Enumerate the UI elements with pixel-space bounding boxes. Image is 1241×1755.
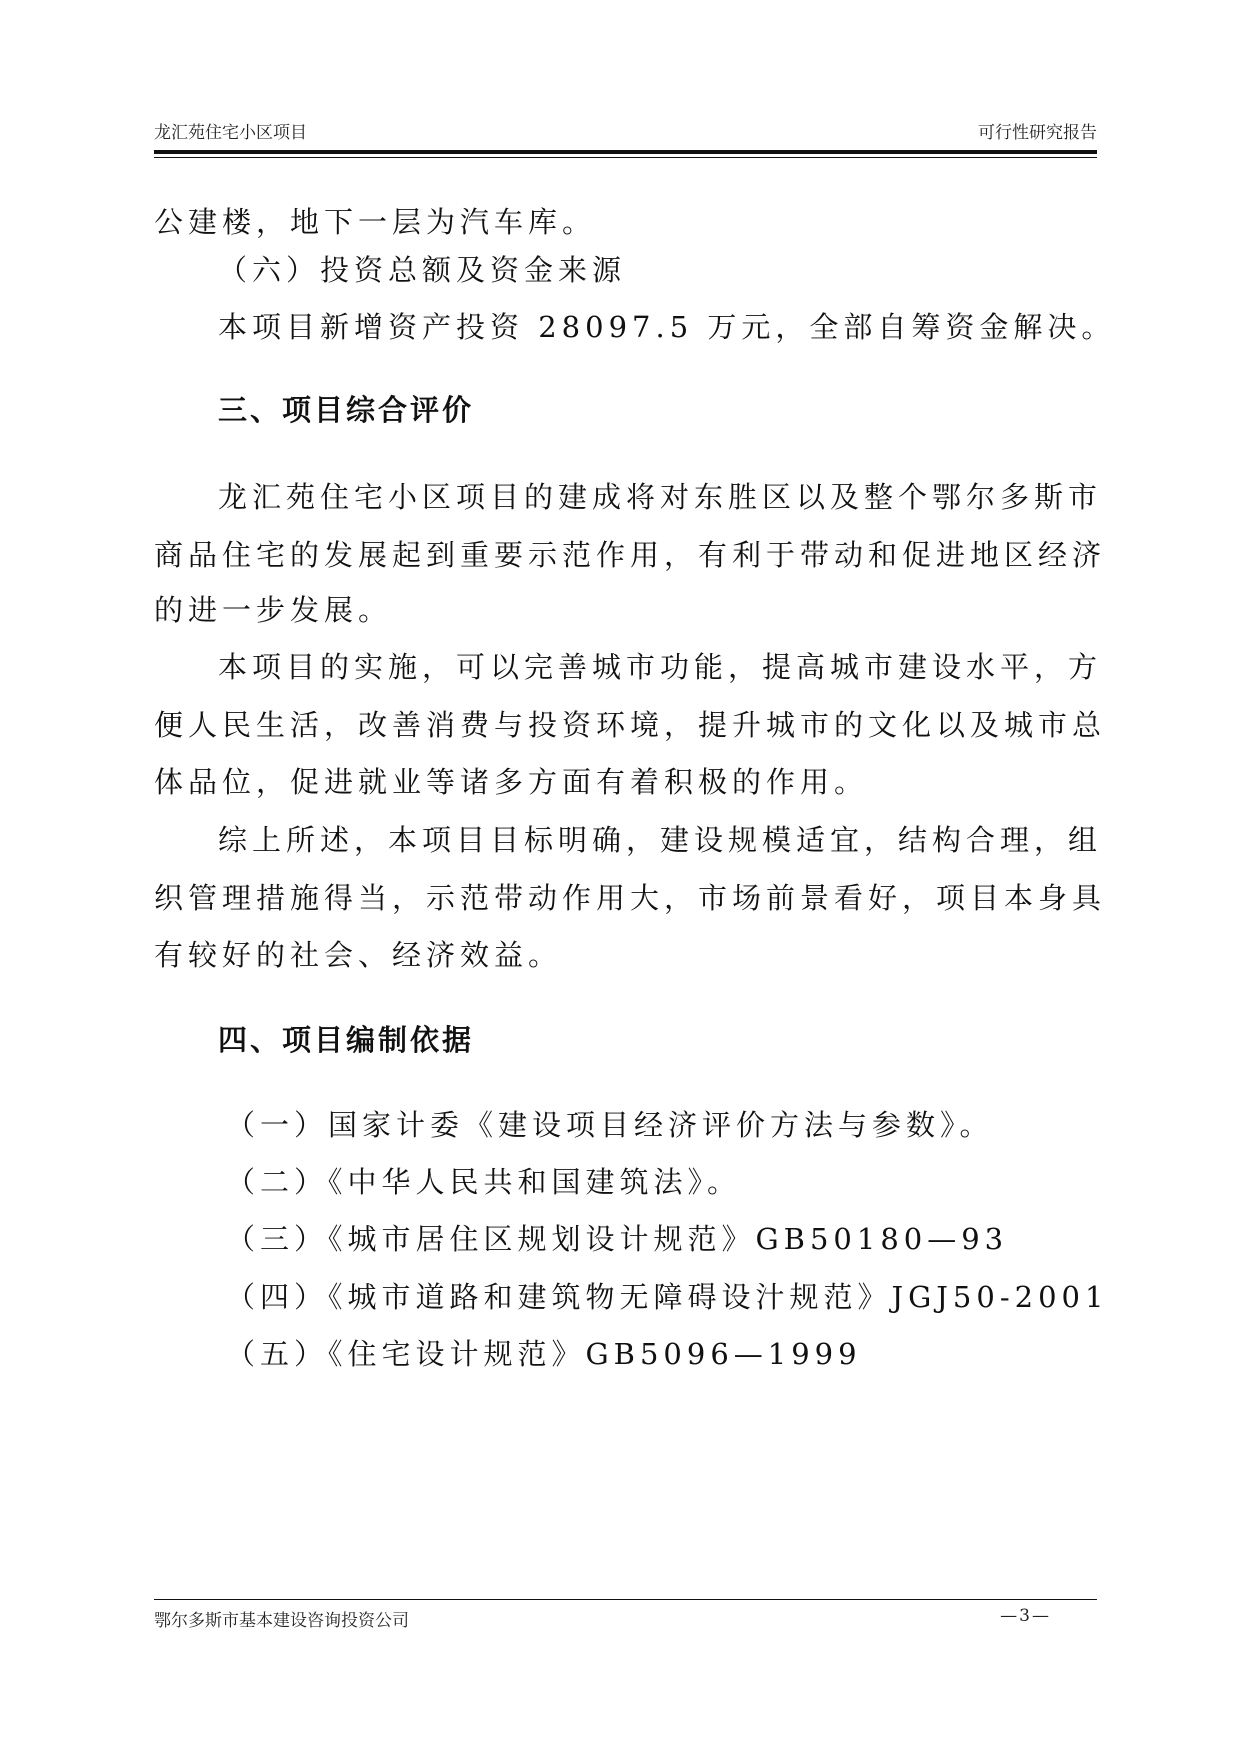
header-divider-thick [154,150,1097,154]
paragraph-line: 便人民生活，改善消费与投资环境，提升城市的文化以及城市总 [154,708,1107,742]
paragraph-line: 本项目的实施，可以完善城市功能，提高城市建设水平，方 [218,650,1103,684]
paragraph-line: 商品住宅的发展起到重要示范作用，有利于带动和促进地区经济 [154,538,1107,572]
reference-item: （四）《城市道路和建筑物无障碍设汁规范》JGJ50-2001 [226,1280,1109,1314]
header-report-type: 可行性研究报告 [978,123,1097,143]
heading-evaluation: 三、项目综合评价 [218,393,475,427]
page-number: —3— [1000,1606,1051,1626]
paragraph-line: 体品位，促进就业等诸多方面有着积极的作用。 [154,765,869,799]
paragraph-line: 织管理措施得当，示范带动作用大，市场前景看好，项目本身具 [154,881,1107,915]
footer-divider [154,1599,1097,1600]
reference-item: （五）《住宅设计规范》GB5096—1999 [226,1337,862,1371]
reference-item: （三）《城市居住区规划设计规范》GB50180—93 [226,1222,1009,1256]
reference-item: （一）国家计委《建设项目经济评价方法与参数》。 [226,1108,994,1142]
header-divider-thin [154,157,1097,158]
paragraph-line: 有较好的社会、经济效益。 [154,938,563,972]
footer-company-name: 鄂尔多斯市基本建设咨询投资公司 [154,1611,409,1631]
section-title-investment: （六）投资总额及资金来源 [218,253,627,287]
paragraph-line: 公建楼，地下一层为汽车库。 [154,205,597,239]
paragraph-line: 的进一步发展。 [154,593,393,627]
page-header [154,118,1097,146]
paragraph-line: 本项目新增资产投资 28097.5 万元，全部自筹资金解决。 [218,310,1116,344]
page-footer [154,1606,1097,1632]
heading-basis: 四、项目编制依据 [218,1023,475,1057]
reference-item: （二）《中华人民共和国建筑法》。 [226,1165,742,1199]
paragraph-line: 综上所述，本项目目标明确，建设规模适宜，结构合理，组 [218,823,1103,857]
paragraph-line: 龙汇苑住宅小区项目的建成将对东胜区以及整个鄂尔多斯市 [218,480,1103,514]
header-project-name: 龙汇苑住宅小区项目 [154,123,307,143]
